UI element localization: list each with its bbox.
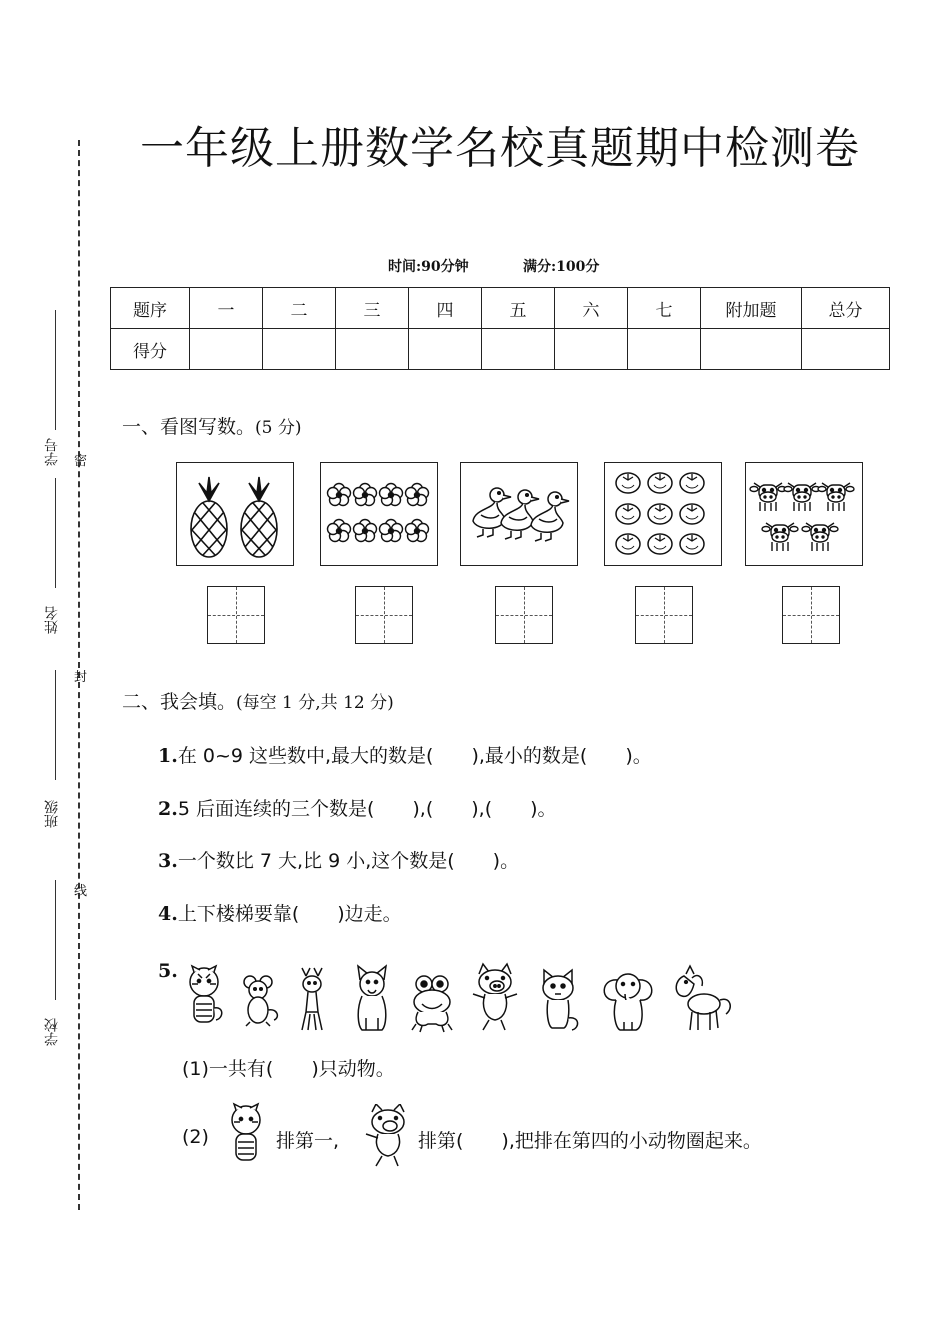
picture-box-cows [745,462,863,566]
mouse-icon [244,976,277,1026]
score-cell[interactable] [555,329,628,370]
cat-icon [358,966,386,1030]
score-row-label: 得分 [111,329,190,370]
section1-heading: 一、看图写数。(5 分) [122,416,302,438]
class-label: 班级 [44,800,60,828]
question-4: 4.上下楼梯要靠( )边走。 [158,903,402,925]
score-cell[interactable] [482,329,555,370]
horse-icon [676,966,730,1030]
question-5-2-prefix: (2) [182,1126,209,1148]
duck-icon [461,463,576,563]
table-header-cell: 二 [263,288,336,329]
question-5-1: (1)一共有( )只动物。 [182,1058,395,1080]
tiger-icon [218,1102,274,1174]
table-header-cell: 四 [409,288,482,329]
student-id-line [55,310,56,430]
score-cell[interactable] [409,329,482,370]
table-header-cell: 三 [336,288,409,329]
table-header-cell: 题序 [111,288,190,329]
seal-char-feng: 封 [74,670,88,685]
table-header-cell: 总分 [802,288,890,329]
frog-icon [412,976,452,1032]
deer-icon [302,968,322,1030]
full-score: 满分:100分 [523,259,600,275]
score-cell[interactable] [802,329,890,370]
seal-char-mi: 密 [74,454,88,469]
score-cell[interactable] [701,329,802,370]
table-header-cell: 六 [555,288,628,329]
kitten-icon [543,970,578,1030]
question-3: 3.一个数比 7 大,比 9 小,这个数是( )。 [158,850,520,872]
score-table-score-row [111,329,890,370]
elephant-icon [604,974,652,1030]
answer-grid[interactable] [355,586,413,644]
page-title: 一年级上册数学名校真题期中检测卷 [140,123,860,174]
score-cell[interactable] [336,329,409,370]
score-cell[interactable] [190,329,263,370]
table-header-cell: 附加题 [701,288,802,329]
picture-box-pineapples [176,462,294,566]
answer-grid[interactable] [635,586,693,644]
seal-char-xian: 线 [74,884,88,899]
school-line [55,880,56,1000]
answer-grid[interactable] [495,586,553,644]
score-table-header-row [111,288,890,329]
cow-icon [746,463,861,563]
tiger-icon [190,966,222,1022]
answer-grid[interactable] [207,586,265,644]
answer-grid[interactable] [782,586,840,644]
question-5-2-mid2: 排第( ),把排在第四的小动物圈起来。 [418,1130,762,1152]
score-cell[interactable] [628,329,701,370]
question-5-2-mid1: 排第一, [276,1130,340,1152]
picture-box-ducks [460,462,578,566]
student-id-label: 学号 [44,438,60,466]
score-table [110,287,890,370]
question-1: 1.在 0~9 这些数中,最大的数是( ),最小的数是( )。 [158,745,652,767]
tomato-icon [605,463,720,563]
pig-icon [473,964,517,1030]
table-header-cell: 五 [482,288,555,329]
picture-box-tomatoes [604,462,722,566]
name-line [55,478,56,588]
question-5: 5. [158,960,178,982]
table-header-cell: 一 [190,288,263,329]
school-label: 学校 [44,1018,60,1046]
class-line [55,670,56,780]
section2-heading: 二、我会填。(每空 1 分,共 12 分) [122,691,394,713]
animal-row [180,962,750,1036]
score-cell[interactable] [263,329,336,370]
pig-icon [358,1104,416,1170]
table-header-cell: 七 [628,288,701,329]
question-2: 2.5 后面连续的三个数是( ),( ),( )。 [158,798,557,820]
pineapple-icon [177,463,292,563]
flower-icon [321,463,436,563]
name-label: 姓名 [44,606,60,634]
picture-box-flowers [320,462,438,566]
time-limit: 时间:90分钟 [388,259,469,275]
